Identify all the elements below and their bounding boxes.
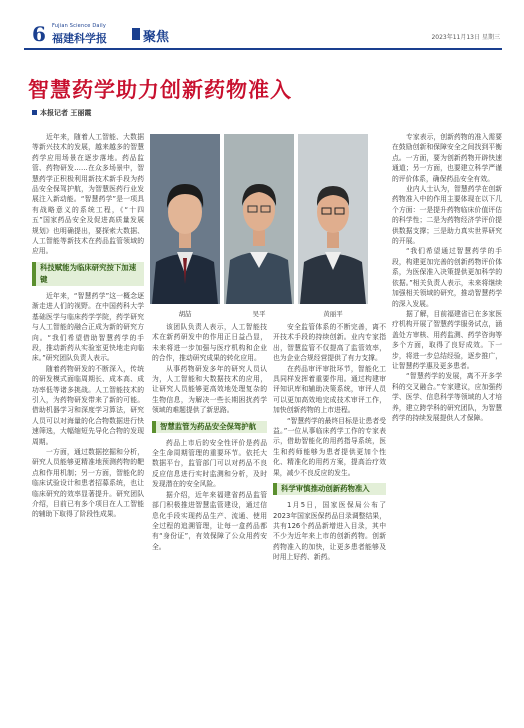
- article-paragraph: 近年来，“智慧药学”这一概念逐渐走进人们的视野。在中国药科大学基础医学与临床药学学院，药学研究与人工智能的融合正成为新的研究方向。“我们希望借助智慧药学的手段，推动新药从实验室更快地走向临床。”研究团队负责人表示。: [32, 291, 144, 363]
- article-paragraph: 药品上市后的安全性评价是药品全生命周期管理的重要环节。依托大数据平台，监管部门可以对药品不良反应信息进行实时监测和分析，及时发现潜在的安全风险。: [152, 438, 267, 489]
- article-paragraph: 1月5日，国家医保局公布了2023年国家医保药品目录调整结果，共有126个药品新增进入目录，其中不少为近年来上市的创新药物。创新药物准入的加快，让更多患者能够及时用上好药、新药。: [273, 501, 386, 562]
- article-paragraph: “我们希望通过智慧药学的手段，构建更加完善的创新药物评价体系，为医保准入决策提供更加科学的依据。”相关负责人表示，未来将继续加强相关领域的研究，推动智慧药学的深入发展。: [392, 247, 502, 308]
- article-headline: 智慧药学助力创新药物准入: [28, 78, 292, 102]
- article-column-3: [273, 322, 386, 563]
- article-paragraph: 从事药物研发多年的研究人员认为，人工智能和大数据技术的应用，让研究人员能够更高效地处理复杂的生物信息，为解决一些长期困扰药学领域的难题提供了新思路。: [152, 364, 267, 415]
- article-column-2: [152, 322, 267, 552]
- portrait-photo-1: [150, 134, 220, 304]
- photo-caption-2: 吴平: [252, 310, 266, 318]
- article-paragraph: “智慧药学的发展，离不开多学科的交叉融合。”专家建议，应加强药学、医学、信息科学等领域的人才培养，建立跨学科的研究团队，为智慧药学的持续发展提供人才保障。: [392, 372, 502, 422]
- article-byline: [32, 108, 91, 118]
- photo-caption-1: 胡喆: [178, 310, 192, 318]
- portrait-photo-3: [298, 134, 368, 304]
- article-paragraph: 在药品审评审批环节，智能化工具同样发挥着重要作用。通过构建审评知识库和辅助决策系统，审评人员可以更加高效地完成技术审评工作，加快创新药物的上市进程。: [273, 364, 386, 415]
- masthead-rule: [24, 48, 502, 50]
- section-subhead: 科技赋能为临床研究按下加速键: [32, 262, 144, 286]
- section-subhead: 智慧监管为药品安全保驾护航: [152, 421, 267, 433]
- article-paragraph: “智慧药学的最终目标是让患者受益。”一位从事临床药学工作的专家表示，借助智能化的用药指导系统，医生和药师能够为患者提供更加个性化、精准化的用药方案，提高治疗效果，减少不良反应的发生。: [273, 416, 386, 477]
- article-paragraph: 随着药物研发的不断深入，传统的研发模式面临周期长、成本高、成功率低等诸多挑战。人工智能技术的引入，为药物研发带来了新的可能。借助机器学习和深度学习算法，研究人员可以对海量的化合物数据进行快速筛选，大幅缩短先导化合物的发现周期。: [32, 364, 144, 446]
- photo-caption-3: 黄丽平: [323, 310, 343, 318]
- article-column-1: [32, 132, 144, 520]
- article-paragraph: 一方面，通过数据挖掘和分析，研究人员能够更精准地预测药物的靶点和作用机制；另一方面，智能化的临床试验设计和患者招募系统，也让临床研究的效率显著提升。研究团队介绍，目前已有多个项目在人工智能的辅助下取得了阶段性成果。: [32, 447, 144, 519]
- article-paragraph: 该团队负责人表示，人工智能技术在新药研发中的作用正日益凸显，未来将进一步加强与医疗机构和企业的合作，推动研究成果的转化应用。: [152, 323, 267, 363]
- article-paragraph: 专家表示，创新药物的准入需要在鼓励创新和保障安全之间找到平衡点。一方面，要为创新药物开辟快速通道；另一方面，也要建立科学严谨的评价体系，确保药品安全有效。: [392, 133, 502, 183]
- masthead: [24, 22, 502, 48]
- paper-name-en: Fujian Science Daily: [52, 23, 106, 29]
- article-paragraph: 安全监管体系的不断完善，离不开技术手段的持续创新。业内专家指出，智慧监管不仅提高了监管效率，也为企业合规经营提供了有力支撑。: [273, 323, 386, 363]
- section-marker-icon: [132, 28, 140, 40]
- page-number: 6: [32, 22, 46, 46]
- article-paragraph: 业内人士认为，智慧药学在创新药物准入中的作用主要体现在以下几个方面：一是提升药物临床价值评估的科学性；二是为药物经济学评价提供数据支撑；三是助力真实世界研究的开展。: [392, 185, 502, 246]
- issue-date: 2023年11月13日: [431, 34, 480, 41]
- article-paragraph: 据介绍，近年来福建省药品监管部门积极推进智慧监管建设，通过信息化手段实现药品生产、流通、使用全过程的追溯管理，让每一盒药品都有“身份证”，有效保障了公众用药安全。: [152, 490, 267, 551]
- byline-text: 本报记者 王丽霞: [40, 109, 92, 117]
- paper-name-cn: 福建科学报: [52, 32, 107, 45]
- portrait-photo-2: [224, 134, 294, 304]
- section-name: 聚焦: [143, 30, 170, 45]
- issue-weekday: 星期三: [481, 34, 500, 41]
- byline-marker-icon: [32, 110, 37, 115]
- article-paragraph: 据了解，目前福建省已在多家医疗机构开展了智慧药学服务试点，涵盖处方审核、用药监测、药学咨询等多个方面，取得了良好成效。下一步，将进一步总结经验，逐步推广，让智慧药学惠及更多患者。: [392, 309, 502, 370]
- article-column-4: [392, 132, 502, 423]
- article-paragraph: 近年来，随着人工智能、大数据等新兴技术的发展，越来越多的智慧药学应用场景在逐步落地。药品监管、药物研发……在众多场景中，智慧药学正积极利用新技术新手段为药品安全保驾护航，为智慧医药行业发展注入新动能。“智慧药学”是一项具有战略意义的系统工程，《“十四五”国家药品安全及促进高质量发展规划》也明确提出，要探索大数据、人工智能等新技术在药品监管领域的应用。: [32, 133, 144, 256]
- section-subhead: 科学审慎推动创新药物准入: [273, 483, 386, 495]
